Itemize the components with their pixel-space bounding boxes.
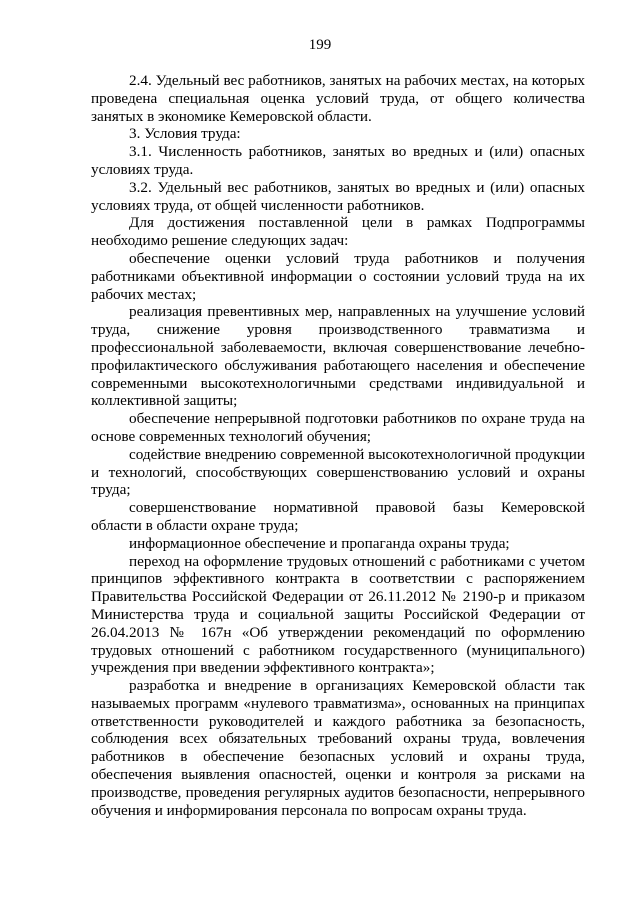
paragraph-task-zero-injury: разработка и внедрение в организациях Кемеровской области так называемых программ «нулевого травматизма», основанных на принципах ответственности руководителей и каждого работника за безопасность, соблюдения всех обязательных требований охраны труда, вовлечения работников в обеспечение безопасных условий и охраны труда, обеспечения выявления опасностей, оценки и контроля за рисками на производстве, проведения регулярных аудитов безопасности, непрерывного обучения и информирования персонала по вопросам охраны труда. (91, 677, 585, 819)
page-number: 199 (308, 37, 332, 53)
paragraph-indicator-3-1: 3.1. Численность работников, занятых во вредных и (или) опасных условиях труда. (91, 143, 585, 178)
paragraph-working-conditions-heading: 3. Условия труда: (129, 125, 241, 143)
paragraph-task-preventive: реализация превентивных мер, направленных на улучшение условий труда, снижение уровня производственного травматизма и профессиональной заболеваемости, включая совершенствование лечебно-профилактического обслуживания работающего населения и обеспечение современными высокотехнологичными средствами индивидуальной и коллективной защиты; (91, 303, 585, 410)
paragraph-task-information: информационное обеспечение и пропаганда охраны труда; (129, 534, 510, 552)
paragraph-indicator-2-4: 2.4. Удельный вес работников, занятых на рабочих местах, на которых проведена специальная оценка условий труда, от общего количества занятых в экономике Кемеровской области. (91, 72, 585, 125)
paragraph-task-training: обеспечение непрерывной подготовки работников по охране труда на основе современных технологий обучения; (91, 410, 585, 445)
paragraph-task-legal-base: совершенствование нормативной правовой базы Кемеровской области в области охране труда; (91, 499, 585, 534)
paragraph-tasks-intro: Для достижения поставленной цели в рамках Подпрограммы необходимо решение следующих задач: (91, 214, 585, 250)
paragraph-task-assessment: обеспечение оценки условий труда работников и получения работниками объективной информации о состоянии условий труда на их рабочих местах; (91, 249, 585, 303)
paragraph-indicator-3-2: 3.2. Удельный вес работников, занятых во вредных и (или) опасных условиях труда, от общей численности работников. (91, 178, 585, 214)
paragraph-task-effective-contract: переход на оформление трудовых отношений с работниками с учетом принципов эффективного контракта в соответствии с распоряжением Правительства Российской Федерации от 26.11.2012 № 2190-р и приказом Министерства труда и социальной защиты Российской Федерации от 26.04.2013 № 167н «Об утверждении рекомендаций по оформлению трудовых отношений с работником государственного (муниципального) учреждения при введении эффективного контракта»; (91, 552, 585, 677)
paragraph-task-technology: содействие внедрению современной высокотехнологичной продукции и технологий, способствующих совершенствованию условий и охраны труда; (91, 445, 585, 499)
document-body (91, 72, 585, 819)
